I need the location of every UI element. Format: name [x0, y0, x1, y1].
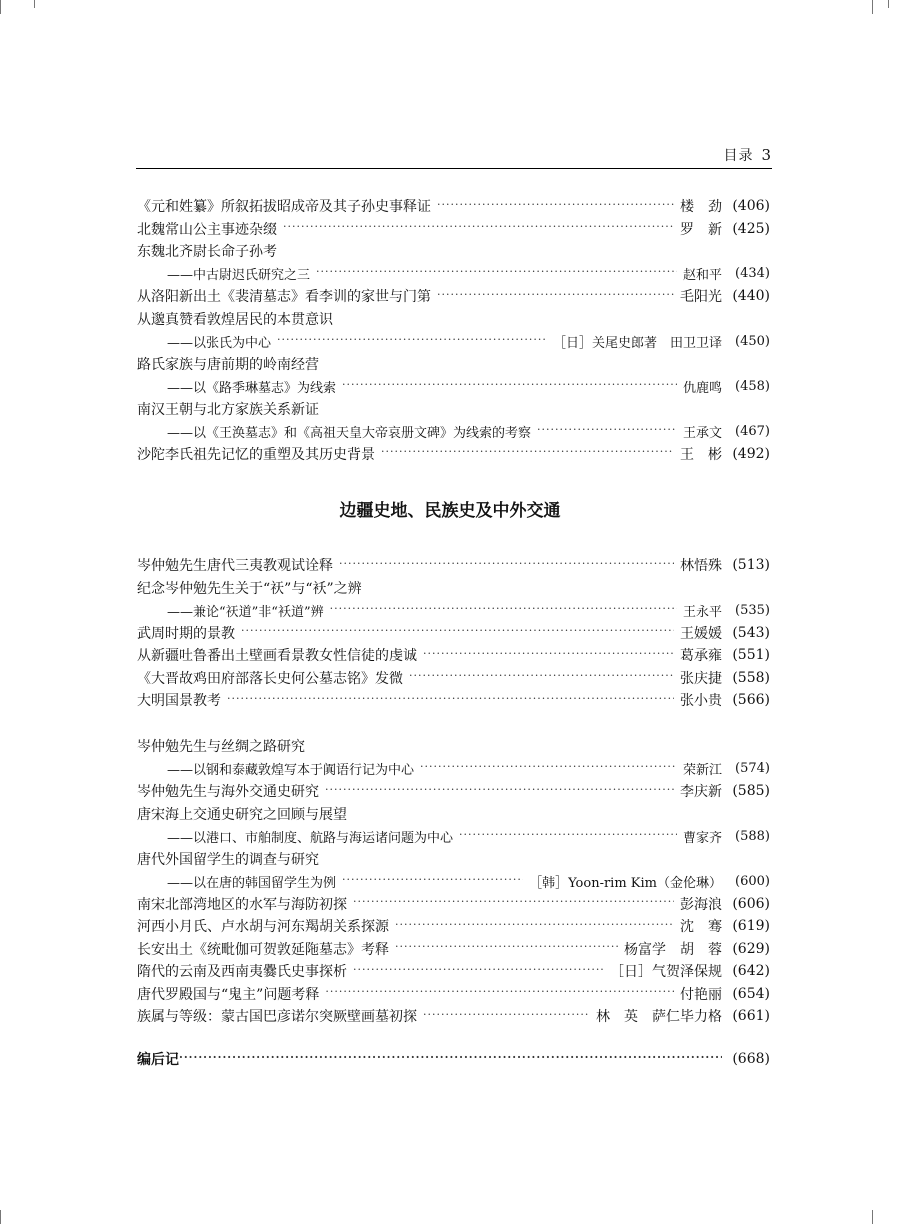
leader-dots — [395, 940, 618, 953]
entry-page: (585) — [732, 783, 770, 800]
crop-mark — [0, 0, 1, 14]
entry-page: (467) — [735, 423, 770, 439]
entry-page: (434) — [735, 266, 770, 282]
entry-title: 岑仲勉先生与海外交通史研究 — [137, 784, 319, 801]
entry-author: 张庆捷 — [680, 670, 722, 687]
entry-title: 路氏家族与唐前期的岭南经营 — [137, 356, 319, 373]
toc-entry[interactable] — [137, 353, 770, 376]
entry-page: (492) — [732, 445, 770, 462]
entry-page: (425) — [732, 220, 770, 237]
toc-entry[interactable] — [137, 915, 770, 938]
crop-mark — [0, 1210, 1, 1224]
toc-entry[interactable] — [137, 667, 770, 690]
leader-dots — [459, 828, 677, 841]
entry-page: (642) — [732, 963, 770, 980]
entry-page: (450) — [735, 333, 770, 349]
toc-entry[interactable] — [137, 780, 770, 803]
entry-title: ——以港口、市舶制度、航路与海运诸问题为中心 — [167, 830, 454, 846]
entry-title: 沙陀李氏祖先记忆的重塑及其历史背景 — [137, 446, 375, 463]
toc-entry[interactable] — [137, 1048, 770, 1071]
crop-mark — [872, 0, 873, 14]
toc-entry[interactable] — [137, 689, 770, 712]
toc-entry[interactable] — [137, 803, 770, 826]
leader-dots — [316, 265, 677, 278]
leader-dots — [241, 624, 674, 637]
entry-title: ——兼论“祆道”非“袄道”辨 — [167, 604, 324, 620]
entry-title: 河西小月氏、卢水胡与河东羯胡关系探源 — [137, 919, 389, 936]
entry-author: 曹家齐 — [682, 830, 722, 846]
toc-entry[interactable] — [137, 735, 770, 758]
entry-author: 付艳丽 — [680, 986, 722, 1003]
header-page-number: 3 — [761, 146, 772, 164]
leader-dots — [353, 963, 604, 976]
entry-title: 东魏北齐尉长命子孙考 — [137, 244, 277, 261]
toc-entry[interactable] — [137, 1005, 770, 1028]
entry-title: 南宋北部湾地区的水军与海防初探 — [137, 896, 347, 913]
toc-afterword — [137, 1048, 770, 1071]
toc-entry[interactable] — [137, 599, 770, 622]
header-title-text: 目录 — [723, 148, 754, 164]
toc-entry[interactable] — [137, 758, 770, 781]
leader-dots — [537, 423, 677, 436]
entry-title: 从洛阳新出土《裴清墓志》看李训的家世与门第 — [137, 289, 431, 306]
toc-entry[interactable] — [137, 622, 770, 645]
toc-entry[interactable] — [137, 263, 770, 286]
entry-page: (513) — [732, 557, 770, 574]
entry-title: 岑仲勉先生与丝绸之路研究 — [137, 739, 305, 756]
entry-title: 族属与等级：蒙古国巴彦诺尔突厥壁画墓初探 — [137, 1009, 417, 1026]
toc-entry[interactable] — [137, 577, 770, 600]
entry-author: 杨富学 胡 蓉 — [624, 941, 722, 958]
toc-entry[interactable] — [137, 938, 770, 961]
entry-author: 李庆新 — [680, 784, 722, 801]
entry-title: 长安出土《统毗伽可贺敦延陁墓志》考释 — [137, 941, 389, 958]
leader-dots — [277, 333, 547, 346]
entry-author: 王承文 — [682, 425, 722, 441]
entry-page: (574) — [735, 761, 770, 777]
entry-author: ［日］气贺泽保规 — [610, 964, 722, 981]
entry-title: 纪念岑仲勉先生关于“祆”与“袄”之辨 — [137, 580, 362, 597]
toc-entry[interactable] — [137, 825, 770, 848]
entry-page: (406) — [732, 198, 770, 215]
entry-author: 张小贵 — [680, 693, 722, 710]
entry-page: (535) — [735, 602, 770, 618]
crop-mark — [34, 0, 35, 8]
crop-mark — [872, 1210, 873, 1224]
leader-dots — [283, 220, 674, 233]
leader-dots — [325, 783, 674, 796]
entry-page: (654) — [732, 985, 770, 1002]
leader-dots — [395, 918, 674, 931]
entry-title: 北魏常山公主事迹杂缀 — [137, 221, 277, 238]
toc-entry[interactable] — [137, 443, 770, 466]
entry-page: (458) — [735, 378, 770, 394]
entry-author: 王 彬 — [680, 446, 722, 463]
entry-page: (600) — [735, 873, 770, 889]
toc-entry[interactable] — [137, 554, 770, 577]
toc-section-2b — [137, 735, 770, 1028]
toc-entry[interactable] — [137, 983, 770, 1006]
toc-section-2a — [137, 554, 770, 712]
entry-page: (668) — [732, 1051, 770, 1068]
entry-title: 唐代罗殿国与“鬼主”问题考释 — [137, 986, 320, 1003]
entry-author: 赵和平 — [682, 268, 722, 284]
entry-page: (588) — [735, 828, 770, 844]
entry-page: (619) — [732, 918, 770, 935]
entry-title: 《大晋故鸡田府部落长史何公墓志铭》发微 — [137, 670, 403, 687]
toc-entry[interactable] — [137, 218, 770, 241]
entry-title: 从新疆吐鲁番出土壁画看景教女性信徒的虔诚 — [137, 648, 417, 665]
toc-entry[interactable] — [137, 195, 770, 218]
toc-entry[interactable] — [137, 308, 770, 331]
toc-entry[interactable] — [137, 960, 770, 983]
toc-entry[interactable] — [137, 893, 770, 916]
leader-dots — [423, 1008, 590, 1021]
leader-dots — [409, 669, 674, 682]
crop-mark — [888, 0, 889, 8]
leader-dots — [381, 445, 674, 458]
leader-dots — [179, 1051, 722, 1064]
entry-title: ——中古尉迟氏研究之三 — [167, 268, 311, 284]
entry-page: (606) — [732, 895, 770, 912]
section-heading: 边疆史地、民族史及中外交通 — [339, 501, 561, 521]
entry-title: 唐代外国留学生的调查与研究 — [137, 851, 319, 868]
leader-dots — [325, 985, 674, 998]
leader-dots — [437, 288, 674, 301]
header-title — [723, 145, 772, 165]
entry-page: (629) — [732, 940, 770, 957]
entry-title: ——以张氏为中心 — [167, 335, 272, 351]
entry-title: 岑仲勉先生唐代三夷教观试诠释 — [137, 558, 333, 575]
entry-page: (558) — [732, 669, 770, 686]
leader-dots — [342, 873, 523, 886]
entry-author: ［韩］Yoon-rim Kim（金伦琳） — [529, 875, 722, 891]
entry-author: 楼 劲 — [680, 199, 722, 216]
entry-page: (543) — [732, 624, 770, 641]
header-rule — [136, 168, 772, 169]
running-header — [136, 143, 772, 165]
leader-dots — [342, 378, 677, 391]
entry-title: ——以钢和泰藏敦煌写本于阗语行记为中心 — [167, 763, 415, 779]
toc-entry[interactable] — [137, 375, 770, 398]
entry-author: 毛阳光 — [680, 289, 722, 306]
toc-entry[interactable] — [137, 420, 770, 443]
toc-section-1 — [137, 195, 770, 465]
toc-entry[interactable] — [137, 644, 770, 667]
entry-page: (566) — [732, 692, 770, 709]
entry-author: 沈 骞 — [680, 919, 722, 936]
toc-entry[interactable] — [137, 398, 770, 421]
entry-title: 南汉王朝与北方家族关系新证 — [137, 401, 319, 418]
entry-title: 大明国景教考 — [137, 693, 221, 710]
entry-title: 唐宋海上交通史研究之回顾与展望 — [137, 806, 347, 823]
entry-author: 葛承雍 — [680, 648, 722, 665]
entry-author: 彭海浪 — [680, 896, 722, 913]
entry-title: 隋代的云南及西南夷爨氏史事探析 — [137, 964, 347, 981]
entry-page: (440) — [732, 288, 770, 305]
leader-dots — [420, 760, 677, 773]
entry-title: ——以《路季琳墓志》为线索 — [167, 380, 337, 396]
toc-entry[interactable] — [137, 330, 770, 353]
toc-entry[interactable] — [137, 848, 770, 871]
entry-author: 荣新江 — [682, 763, 722, 779]
toc-entry[interactable] — [137, 285, 770, 308]
entry-author: 王媛媛 — [680, 625, 722, 642]
entry-author: 仇鹿鸣 — [682, 380, 722, 396]
leader-dots — [353, 895, 674, 908]
entry-title: ——以在唐的韩国留学生为例 — [167, 875, 337, 891]
entry-author: ［日］关尾史郎著 田卫卫译 — [552, 335, 722, 351]
entry-page: (551) — [732, 647, 770, 664]
entry-title: 武周时期的景教 — [137, 625, 235, 642]
entry-title: 编后记 — [137, 1052, 179, 1069]
entry-title: 《元和姓纂》所叙拓拔昭成帝及其子孙史事释证 — [137, 199, 431, 216]
leader-dots — [330, 602, 677, 615]
entry-title: ——以《王涣墓志》和《高祖天皇大帝哀册文碑》为线索的考察 — [167, 425, 532, 441]
entry-author: 林悟殊 — [680, 558, 722, 575]
leader-dots — [227, 692, 674, 705]
leader-dots — [437, 198, 674, 211]
entry-title: 从邈真赞看敦煌居民的本贯意识 — [137, 311, 333, 328]
leader-dots — [423, 647, 674, 660]
toc-entry[interactable] — [137, 870, 770, 893]
toc-entry[interactable] — [137, 240, 770, 263]
entry-author: 林 英 萨仁毕力格 — [596, 1009, 722, 1026]
entry-author: 王永平 — [682, 604, 722, 620]
leader-dots — [339, 557, 674, 570]
entry-page: (661) — [732, 1008, 770, 1025]
entry-author: 罗 新 — [680, 221, 722, 238]
